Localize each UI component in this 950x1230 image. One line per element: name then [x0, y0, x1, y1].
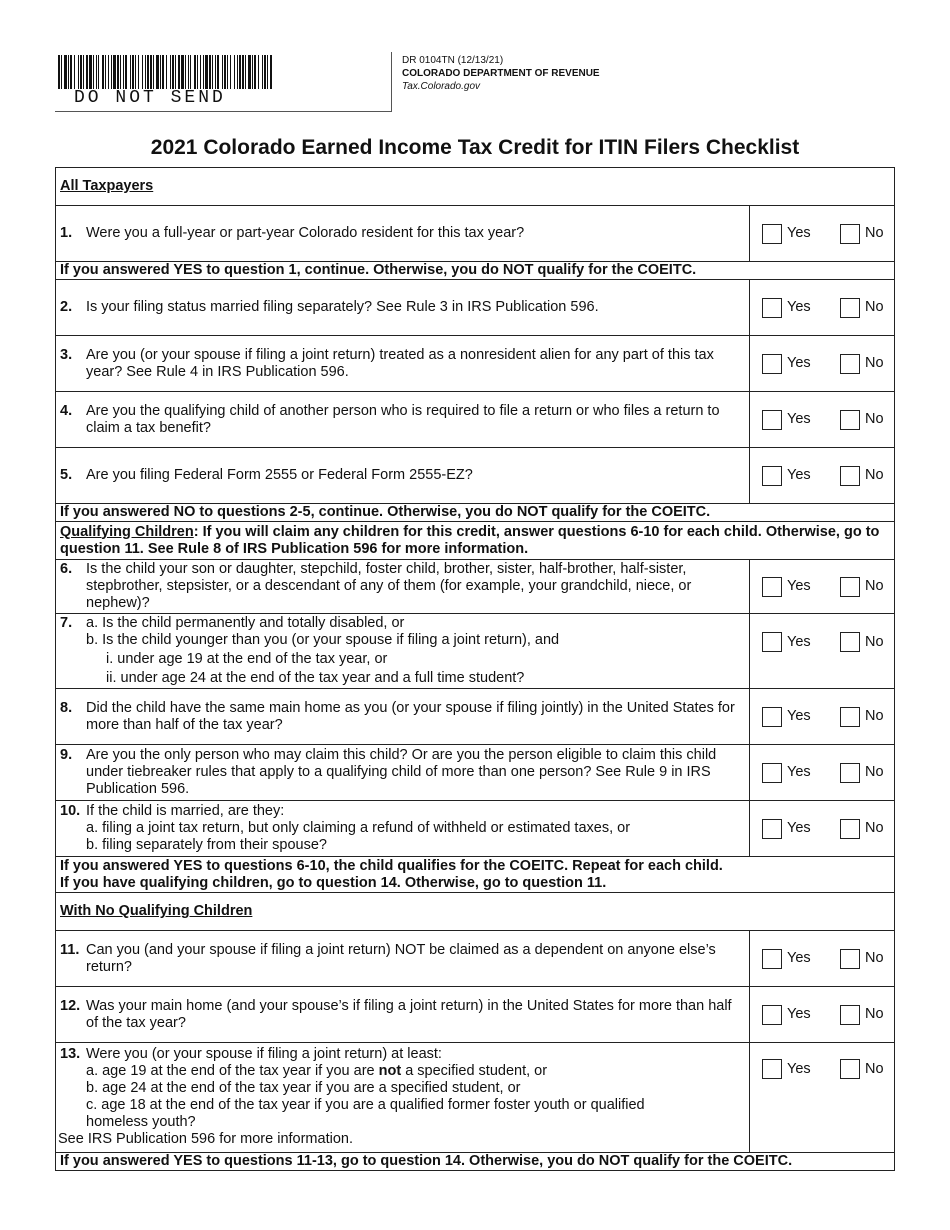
q3-no-checkbox[interactable] [840, 354, 860, 374]
question-number: 3. [60, 346, 73, 363]
question-number: 2. [60, 299, 73, 315]
question-9: Are you the only person who may claim this child? Or are you the person eligible to claim this child under tiebreaker rules that apply to a qualifying child of more than one person? See Rule 9 in IRS Publication 596. [86, 747, 717, 797]
no-label: No [864, 355, 884, 371]
question-13a-emphasis: not [378, 1063, 402, 1079]
question-row [56, 1043, 895, 1153]
yes-label: Yes [786, 764, 811, 780]
q7-yes-checkbox[interactable] [762, 632, 782, 652]
question-row [56, 392, 895, 448]
question-number: 13. [60, 1046, 81, 1062]
no-label: No [864, 633, 884, 650]
question-number: 9. [60, 747, 73, 763]
yes-label: Yes [786, 950, 811, 966]
q4-no-checkbox[interactable] [840, 410, 860, 430]
yes-label: Yes [786, 467, 811, 483]
no-label: No [864, 950, 884, 966]
q8-yes-checkbox[interactable] [762, 707, 782, 727]
q2-no-checkbox[interactable] [840, 298, 860, 318]
q7-no-checkbox[interactable] [840, 632, 860, 652]
no-label: No [864, 1060, 884, 1077]
q9-yes-checkbox[interactable] [762, 763, 782, 783]
question-13c [60, 1097, 745, 1131]
note-q6-10-line2: If you have qualifying children, go to question 14. Otherwise, go to question 11. [60, 874, 607, 891]
note-q11-13: If you answered YES to questions 11-13, go to question 14. Otherwise, you do NOT qualify for the COEITC. [56, 1153, 895, 1171]
section-all-taxpayers: All Taxpayers [60, 178, 154, 194]
question-row [56, 987, 895, 1043]
question-7bi: i. under age 19 at the end of the tax year, or [106, 651, 388, 667]
do-not-send-label: DO NOT SEND [74, 88, 226, 108]
q12-no-checkbox[interactable] [840, 1005, 860, 1025]
question-4: Are you the qualifying child of another person who is required to file a return or who files a return to claim a tax benefit? [86, 402, 720, 436]
q5-yes-checkbox[interactable] [762, 466, 782, 486]
question-1: Were you a full-year or part-year Colorado resident for this tax year? [86, 225, 525, 241]
q12-yes-checkbox[interactable] [762, 1005, 782, 1025]
qualifying-children-text: : If you will claim any children for this credit, answer questions 6-10 for each child. Otherwise, go to question 11. See Rule 8 of IRS Publication 596 for more information. [60, 523, 880, 557]
q9-no-checkbox[interactable] [840, 763, 860, 783]
question-row [56, 745, 895, 801]
no-label: No [864, 708, 884, 724]
question-13-see-note: See IRS Publication 596 for more information. [58, 1131, 353, 1147]
question-5: Are you filing Federal Form 2555 or Federal Form 2555-EZ? [86, 467, 473, 483]
qualifying-children-label: Qualifying Children [60, 523, 194, 540]
q5-no-checkbox[interactable] [840, 466, 860, 486]
yes-label: Yes [786, 411, 811, 427]
q13-yes-checkbox[interactable] [762, 1059, 782, 1079]
question-10a: a. filing a joint tax return, but only claiming a refund of withheld or estimated taxes, or [86, 820, 631, 836]
barcode [58, 55, 274, 89]
question-row [56, 614, 895, 689]
yes-label: Yes [786, 1060, 811, 1077]
question-number: 1. [60, 225, 73, 241]
q8-no-checkbox[interactable] [840, 707, 860, 727]
yes-label: Yes [786, 633, 811, 650]
yes-label: Yes [786, 820, 811, 836]
note-q2-5: If you answered NO to questions 2-5, continue. Otherwise, you do NOT qualify for the COEITC. [56, 504, 895, 522]
department-name: COLORADO DEPARTMENT OF REVENUE [402, 68, 600, 79]
question-7b: b. Is the child younger than you (or your spouse if filing a joint return), and [86, 632, 560, 648]
question-row [56, 280, 895, 336]
question-8: Did the child have the same main home as you (or your spouse if filing jointly) in the United States for more than half of the tax year? [86, 699, 735, 733]
page-title: 2021 Colorado Earned Income Tax Credit for ITIN Filers Checklist [150, 136, 800, 159]
website: Tax.Colorado.gov [402, 81, 481, 92]
q1-no-checkbox[interactable] [840, 224, 860, 244]
question-row [56, 689, 895, 745]
question-13c-text: c. age 18 at the end of the tax year if you are a qualified former foster youth or qualified homeless youth? [86, 1097, 645, 1130]
question-number: 4. [60, 402, 73, 419]
question-number: 10. [60, 803, 81, 819]
question-number: 7. [60, 615, 73, 631]
q13-no-checkbox[interactable] [840, 1059, 860, 1079]
question-13a-post: a specified student, or [401, 1063, 548, 1079]
question-number: 12. [60, 997, 81, 1014]
yes-label: Yes [786, 708, 811, 724]
question-number: 6. [60, 561, 73, 577]
question-row [56, 448, 895, 504]
yes-label: Yes [786, 225, 811, 241]
q6-yes-checkbox[interactable] [762, 577, 782, 597]
yes-label: Yes [786, 355, 811, 371]
question-10b: b. filing separately from their spouse? [86, 837, 327, 853]
header-divider [391, 52, 392, 112]
question-row [56, 560, 895, 614]
question-7a: a. Is the child permanently and totally disabled, or [86, 615, 405, 631]
question-row [56, 206, 895, 262]
no-label: No [864, 299, 884, 315]
q11-yes-checkbox[interactable] [762, 949, 782, 969]
header-underline [55, 111, 392, 112]
yes-label: Yes [786, 578, 811, 594]
question-10: If the child is married, are they: [86, 803, 285, 819]
checklist-table [55, 167, 895, 1171]
q6-no-checkbox[interactable] [840, 577, 860, 597]
yes-label: Yes [786, 299, 811, 315]
q3-yes-checkbox[interactable] [762, 354, 782, 374]
question-row [56, 801, 895, 857]
question-7bii: ii. under age 24 at the end of the tax year and a full time student? [106, 670, 525, 686]
question-row [56, 931, 895, 987]
yes-label: Yes [786, 1006, 811, 1022]
no-label: No [864, 1006, 884, 1022]
no-label: No [864, 411, 884, 427]
question-13a-pre: a. age 19 at the end of the tax year if you are [86, 1063, 379, 1079]
no-label: No [864, 820, 884, 836]
question-number: 8. [60, 699, 73, 716]
question-number: 5. [60, 467, 73, 483]
question-number: 11. [60, 941, 80, 958]
q4-yes-checkbox[interactable] [762, 410, 782, 430]
section-no-qualifying-children: With No Qualifying Children [60, 903, 253, 919]
question-6: Is the child your son or daughter, stepchild, foster child, brother, sister, half-brother, half-sister, stepbrother, stepsister, or a descendant of any of them (for example, your grandchild, niece, or nephew)? [86, 561, 692, 611]
no-label: No [864, 578, 884, 594]
no-label: No [864, 764, 884, 780]
question-12: Was your main home (and your spouse’s if filing a joint return) in the United States for more than half of the tax year? [86, 997, 732, 1031]
question-13a [60, 1063, 745, 1080]
q2-yes-checkbox[interactable] [762, 298, 782, 318]
q10-no-checkbox[interactable] [840, 819, 860, 839]
note-q6-10-line1: If you answered YES to questions 6-10, the child qualifies for the COEITC. Repeat for each child. [60, 857, 723, 874]
form-identifier [402, 54, 600, 93]
note-q1: If you answered YES to question 1, continue. Otherwise, you do NOT qualify for the COEITC. [56, 262, 895, 280]
q11-no-checkbox[interactable] [840, 949, 860, 969]
note-q6-10 [56, 857, 895, 893]
question-13: Were you (or your spouse if filing a joint return) at least: [86, 1046, 442, 1062]
question-row [56, 336, 895, 392]
no-label: No [864, 225, 884, 241]
question-3: Are you (or your spouse if filing a joint return) treated as a nonresident alien for any part of this tax year? See Rule 4 in IRS Publication 596. [86, 346, 714, 380]
form-number: DR 0104TN (12/13/21) [402, 55, 504, 66]
question-2: Is your filing status married filing separately? See Rule 3 in IRS Publication 596. [86, 299, 599, 315]
question-11: Can you (and your spouse if filing a joint return) NOT be claimed as a dependent on anyone else’s return? [86, 941, 716, 975]
q1-yes-checkbox[interactable] [762, 224, 782, 244]
qualifying-children-intro [56, 522, 895, 560]
section-header-row [56, 168, 895, 206]
no-label: No [864, 467, 884, 483]
question-13b: b. age 24 at the end of the tax year if you are a specified student, or [86, 1080, 521, 1096]
q10-yes-checkbox[interactable] [762, 819, 782, 839]
